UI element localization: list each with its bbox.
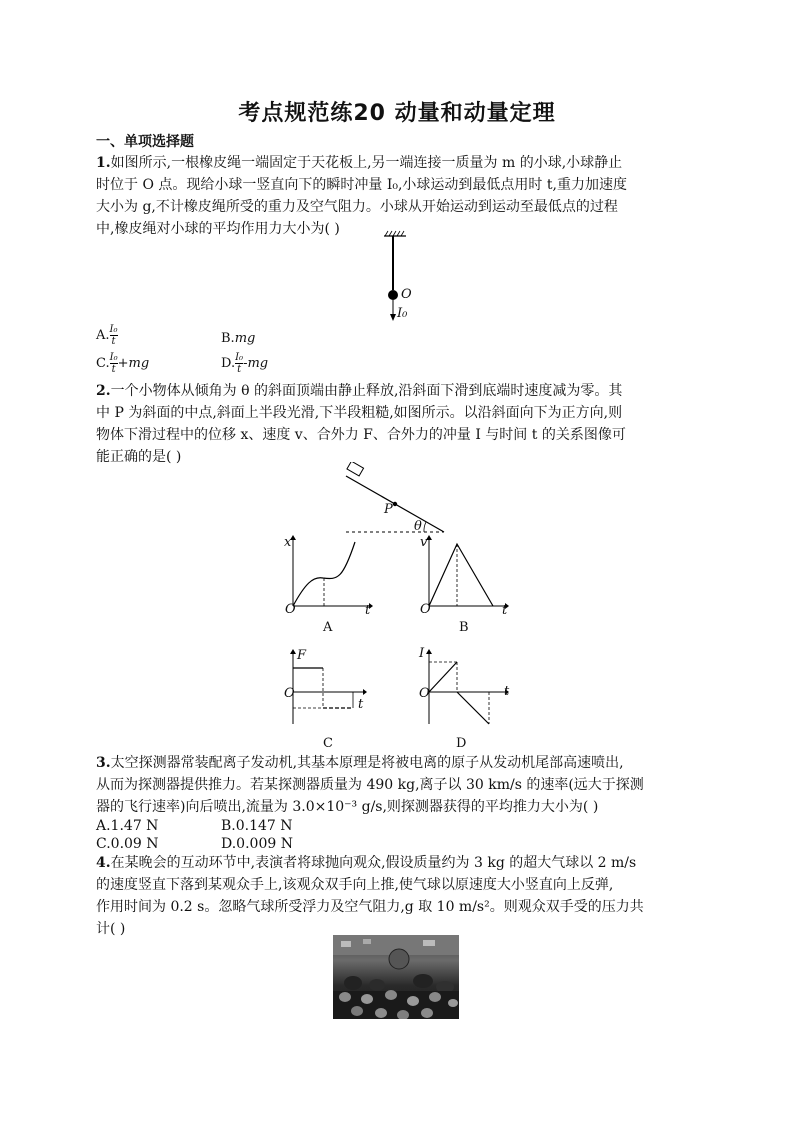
graph-b-caption: B — [459, 620, 469, 635]
option-b[interactable] — [221, 330, 255, 348]
question-text-line: 时位于 O 点。现给小球一竖直向下的瞬时冲量 I₀,小球运动到最低点用时 t,重力加速度 — [96, 177, 627, 193]
giant-balloon — [389, 949, 409, 969]
fraction: $\frac{\text{I₀}}{t}$ — [109, 324, 118, 347]
option-letter: D. — [221, 356, 236, 371]
question-1 — [96, 152, 700, 240]
ball — [388, 290, 398, 300]
point-o-label: O — [401, 287, 412, 302]
midpoint-p — [393, 502, 397, 506]
question-text-line: 太空探测器常装配离子发动机,其基本原理是将被电离的原子从发动机尾部高速喷出, — [110, 755, 624, 771]
graph-b-y-label: v — [420, 535, 428, 550]
question-text-line: 大小为 g,不计橡皮绳所受的重力及空气阻力。小球从开始运动到运动至最低点的过程 — [96, 199, 618, 215]
question-number: 4. — [96, 855, 111, 871]
impulse-label: I₀ — [397, 306, 408, 321]
point-p-label: P — [384, 502, 393, 517]
graph-a-origin: O — [285, 602, 296, 617]
audience-photo — [333, 935, 459, 1019]
question-text-line: 中 P 为斜面的中点,斜面上半段光滑,下半段粗糙,如图所示。以沿斜面向下为正方向,则 — [96, 405, 623, 421]
option-text: mg — [234, 331, 256, 346]
theta-label: θ — [414, 519, 422, 534]
option-b[interactable]: B.0.147 N — [221, 818, 293, 834]
question-number: 3. — [96, 755, 111, 771]
graph-d-y-label: I — [419, 646, 425, 661]
graph-a — [283, 534, 373, 618]
option-a[interactable]: A.1.47 N — [96, 818, 159, 834]
question-text-line: 如图所示,一根橡皮绳一端固定于天花板上,另一端连接一质量为 m 的小球,小球静止 — [110, 155, 623, 171]
option-letter: C. — [96, 356, 110, 371]
question-number: 2. — [96, 383, 111, 399]
graph-a-caption: A — [323, 620, 333, 635]
impulse-falling — [457, 692, 489, 724]
graph-d-caption: D — [456, 736, 467, 751]
question-text-line: 器的飞行速率)向后喷出,流量为 3.0×10⁻³ g/s,则探测器获得的平均推力大小为( ) — [96, 799, 599, 815]
curve — [429, 544, 493, 606]
fraction: $\frac{\text{I₀}}{t}$ — [109, 352, 118, 375]
section-heading: 一、单项选择题 — [96, 134, 194, 150]
option-a[interactable] — [96, 324, 118, 347]
question-text-line: 物体下滑过程中的位移 x、速度 v、合外力 F、合外力的冲量 I 与时间 t 的关系图像可 — [96, 427, 626, 443]
block — [347, 462, 364, 476]
graph-c-y-label: F — [297, 648, 307, 663]
question-2 — [96, 380, 700, 468]
graph-a-x-label: t — [365, 603, 371, 618]
question-4 — [96, 852, 700, 940]
incline-figure — [340, 462, 450, 542]
question-3 — [96, 752, 700, 818]
impulse-rising — [429, 662, 457, 692]
ceiling-hatch — [384, 231, 406, 236]
question-text-line: 在某晚会的互动环节中,表演者将球抛向观众,假设质量约为 3 kg 的超大气球以 2 m/s — [110, 855, 637, 871]
photo-scene — [333, 935, 459, 1019]
option-d[interactable]: D.0.009 N — [221, 836, 293, 852]
question-number: 1. — [96, 155, 111, 171]
graph-c-caption: C — [323, 736, 333, 751]
graph-d — [419, 648, 511, 732]
question-text-line: 从而为探测器提供推力。若某探测器质量为 490 kg,离子以 30 km/s 的速率(远大于探测 — [96, 777, 644, 793]
option-letter: A. — [96, 328, 110, 343]
question-text-line: 的速度竖直下落到某观众手上,该观众双手向上推,使气球以原速度大小竖直向上反弹, — [96, 877, 614, 893]
option-text: +mg — [117, 356, 150, 371]
fraction: $\frac{\text{I₀}}{t}$ — [235, 352, 244, 375]
question-text-line: 中,橡皮绳对小球的平均作用力大小为( ) — [96, 221, 340, 237]
option-letter: B. — [221, 331, 235, 346]
question-text-line: 作用时间为 0.2 s。忽略气球所受浮力及空气阻力,g 取 10 m/s²。则观众双手受的压力共 — [96, 899, 644, 915]
option-d[interactable] — [221, 352, 268, 375]
graph-a-y-label: x — [284, 535, 292, 550]
graph-c-origin: O — [284, 686, 295, 701]
graph-c-x-label: t — [358, 697, 364, 712]
option-text: -mg — [243, 356, 269, 371]
question-text-line: 计( ) — [96, 921, 126, 937]
question-text-line: 能正确的是( ) — [96, 449, 182, 465]
graph-d-x-label: t — [504, 684, 510, 699]
option-c[interactable] — [96, 352, 149, 375]
question-text-line: 一个小物体从倾角为 θ 的斜面顶端由静止释放,沿斜面下滑到底端时速度减为零。其 — [110, 383, 623, 399]
curve — [293, 542, 355, 606]
graph-b-x-label: t — [502, 603, 508, 618]
graph-b — [419, 534, 511, 618]
graph-d-origin: O — [419, 686, 430, 701]
option-c[interactable]: C.0.09 N — [96, 836, 159, 852]
graph-b-origin: O — [420, 602, 431, 617]
page-title: 考点规范练20 动量和动量定理 — [238, 101, 556, 126]
